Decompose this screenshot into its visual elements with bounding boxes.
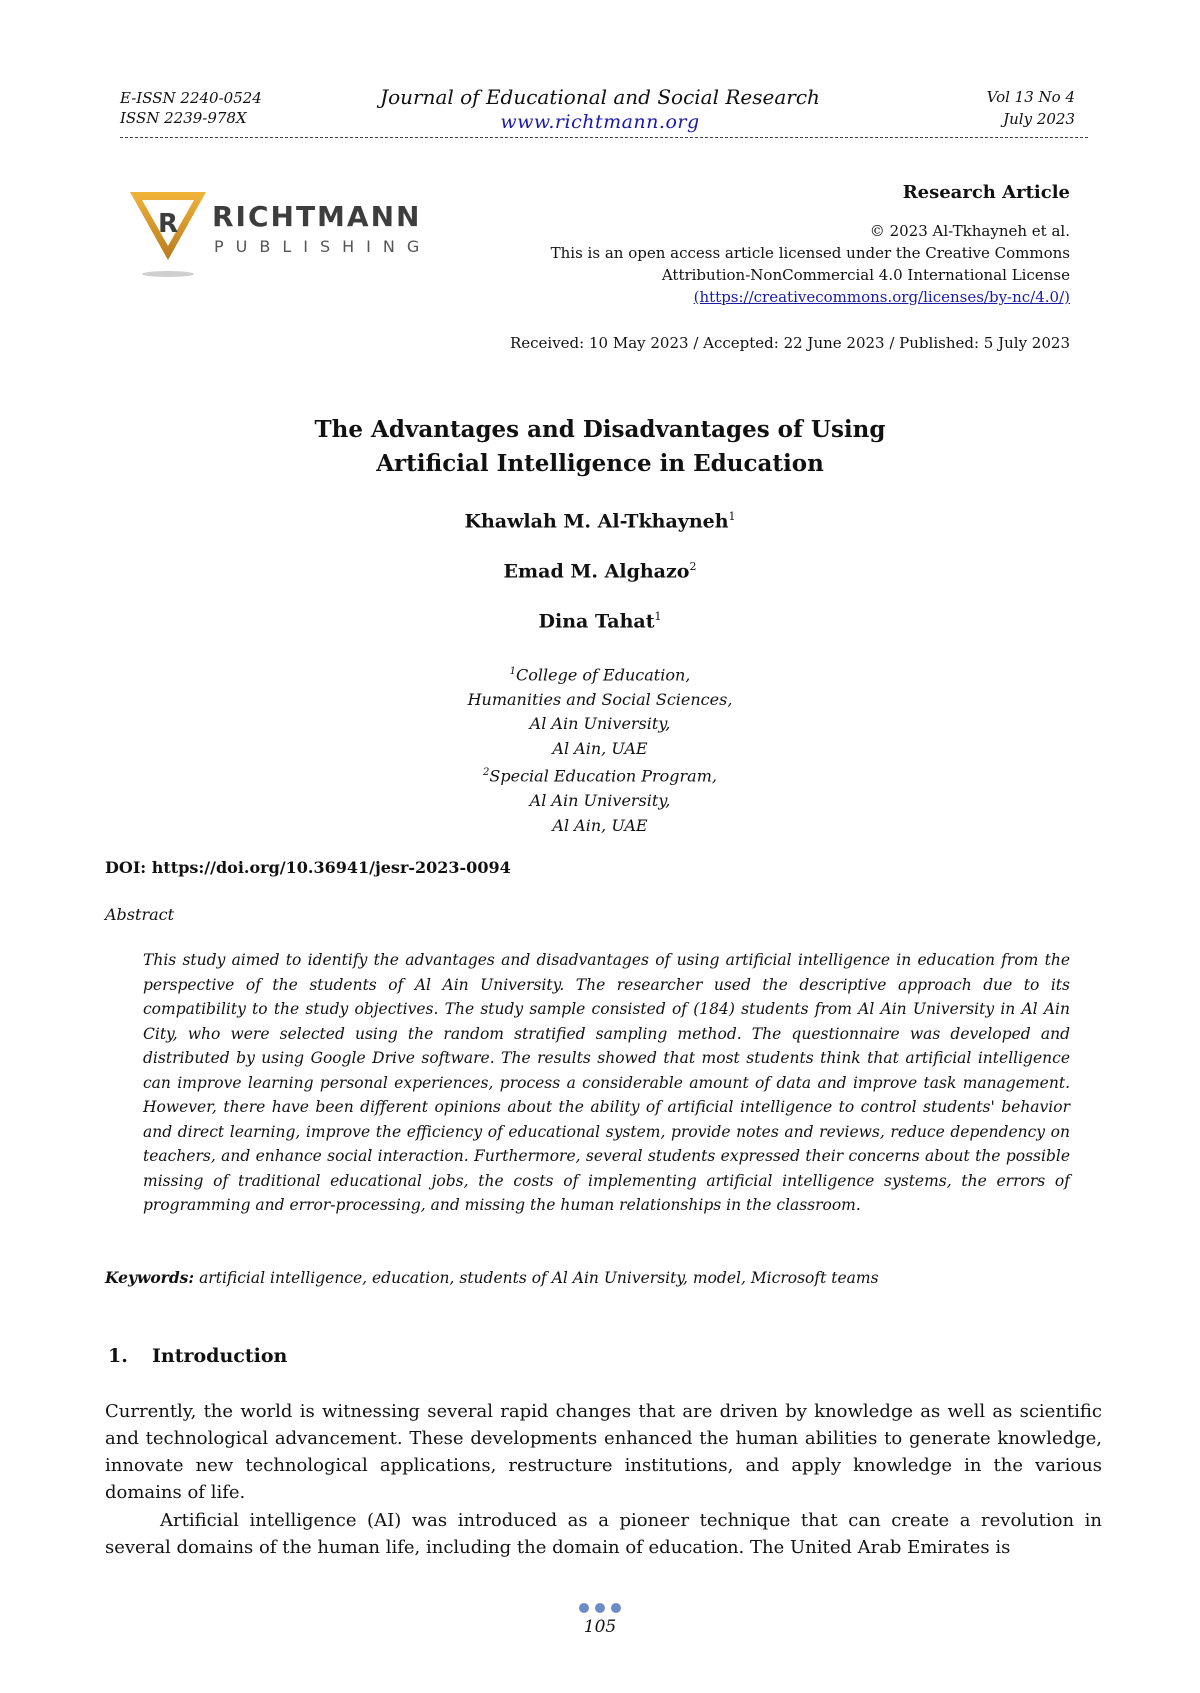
svg-text:R: R xyxy=(157,209,179,239)
issue-date: July 2023 xyxy=(1003,110,1075,128)
volume: Vol 13 No 4 xyxy=(986,88,1075,106)
affiliation-line: $^1$College of Education, xyxy=(509,665,691,685)
author-2 xyxy=(300,560,900,582)
affiliation-sup: 2 xyxy=(483,767,490,779)
author-1 xyxy=(300,510,900,532)
dot-icon xyxy=(579,1603,589,1613)
doi[interactable]: DOI: https://doi.org/10.36941/jesr-2023-0094 xyxy=(105,858,511,877)
issue-block xyxy=(987,86,1075,130)
publication-dates: Received: 10 May 2023 / Accepted: 22 June 2023 / Published: 5 July 2023 xyxy=(509,334,1070,352)
article-meta xyxy=(551,182,1070,308)
author-sup: 1 xyxy=(728,510,736,523)
eissn: E-ISSN 2240-0524 xyxy=(120,89,262,107)
license-line-2: Attribution-NonCommercial 4.0 International License xyxy=(661,266,1070,284)
license-line-1: This is an open access article licensed under the Creative Commons xyxy=(550,244,1070,262)
author-name: Dina Tahat xyxy=(538,610,655,633)
publisher-logo xyxy=(128,188,432,280)
author-3 xyxy=(300,610,900,632)
article-type: Research Article xyxy=(902,182,1070,203)
title-line-2: Artificial Intelligence in Education xyxy=(376,450,824,477)
affiliation-line: $^2$Special Education Program, xyxy=(483,766,717,786)
keywords-text: artificial intelligence, education, students of Al Ain University, model, Microsoft teams xyxy=(194,1269,879,1287)
section-number: 1. xyxy=(108,1345,128,1367)
affiliation-sup: 1 xyxy=(509,666,517,677)
section-title: Introduction xyxy=(152,1345,288,1367)
header-rule xyxy=(120,137,1088,138)
journal-name: Journal of Educational and Social Research xyxy=(380,85,820,109)
paper-title xyxy=(200,413,1000,481)
body-paragraph-1: Currently, the world is witnessing several rapid changes that are driven by knowledge as well as scientific and technological advancement. These developments enhanced the human abilities to generate knowledge, innovate new technological applications, restructure institutions, and apply knowledge in the various domains of life. xyxy=(105,1401,1102,1503)
dot-icon xyxy=(595,1603,605,1613)
issn-block xyxy=(120,88,262,128)
affiliation-line: Al Ain University, xyxy=(529,791,671,811)
abstract-text: This study aimed to identify the advantages and disadvantages of using artificial intelligence in education from the perspective of the students of Al Ain University. The researcher used the descriptive approach due to its compatibility to the study objectives. The study sample consisted of (184) students from Al Ain University in Al Ain City, who were selected using the random stratified sampling method. The questionnaire was developed and distributed by using Google Drive software. The results showed that most students think that artificial intelligence can improve learning personal experiences, process a considerable amount of data and improve task management. However, there have been different opinions about the ability of artificial intelligence to control students' behavior and direct learning, improve the efficiency of educational system, provide notes and reviews, reduce dependency on teachers, and enhance social interaction. Furthermore, several students expressed their concerns about the possible missing of traditional educational jobs, the costs of implementing artificial intelligence systems, the errors of programming and error-processing, and missing the human relationships in the classroom. xyxy=(143,951,1070,1214)
logo-wordmark: RICHTMANN xyxy=(212,200,422,233)
author-name: Khawlah M. Al-Tkhayneh xyxy=(464,510,729,533)
copyright: © 2023 Al-Tkhayneh et al. xyxy=(869,222,1070,240)
journal-url[interactable]: www.richtmann.org xyxy=(500,111,700,133)
title-line-1: The Advantages and Disadvantages of Using xyxy=(314,416,886,443)
author-sup: 1 xyxy=(654,610,662,623)
page-number: 105 xyxy=(583,1617,617,1637)
affiliations xyxy=(300,660,900,838)
author-sup: 2 xyxy=(689,560,697,573)
license-link[interactable]: (https://creativecommons.org/licenses/by-nc/4.0/) xyxy=(693,288,1070,306)
body-paragraph-2: Artificial intelligence (AI) was introduced as a pioneer technique that can create a revolution in several domains of the human life, including the domain of education. The United Arab Emirates is xyxy=(105,1510,1102,1558)
keywords-label: Keywords: xyxy=(105,1268,195,1287)
issn: ISSN 2239-978X xyxy=(120,109,247,127)
logo-subtitle: PUBLISHING xyxy=(214,237,432,256)
journal-block xyxy=(300,84,900,134)
section-heading xyxy=(108,1345,287,1367)
dot-icon xyxy=(611,1603,621,1613)
abstract-heading: Abstract xyxy=(105,905,175,924)
affiliation-line: Al Ain, UAE xyxy=(552,815,648,835)
author-name: Emad M. Alghazo xyxy=(503,560,690,583)
logo-mark-icon xyxy=(128,188,208,280)
affiliation-line: Humanities and Social Sciences, xyxy=(467,689,733,709)
keywords xyxy=(105,1268,1075,1287)
footer-dots xyxy=(0,1598,1200,1617)
affiliation-line: Al Ain, UAE xyxy=(552,738,648,758)
affiliation-line: Al Ain University, xyxy=(529,714,671,734)
